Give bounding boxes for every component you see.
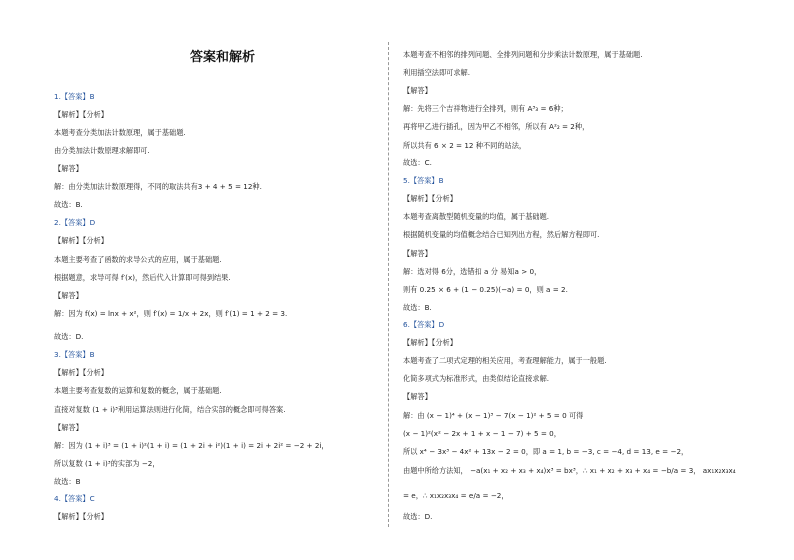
text-line: 根据随机变量的均值概念结合已知列出方程，然后解方程即可. bbox=[403, 230, 600, 239]
text-line: 本题主要考查了函数的求导公式的应用，属于基础题. bbox=[54, 255, 222, 264]
text-line: 所以 x⁴ − 3x³ − 4x² + 13x − 2 = 0，即 a = 1, b = −3, c = −4, d = 13, e = −2， bbox=[403, 447, 689, 456]
answer-line: 2.【答案】D bbox=[54, 218, 96, 227]
column-divider bbox=[388, 42, 389, 527]
text-line: 【解析】【分析】 bbox=[54, 236, 108, 245]
text-line: 解：因为 (1 + i)³ = (1 + i)²(1 + i) = (1 + 2i + i²)(1 + i) = 2i + 2i² = −2 + 2i， bbox=[54, 441, 329, 450]
text-line: 【解析】【分析】 bbox=[403, 194, 457, 203]
text-line: 故选：C. bbox=[403, 158, 432, 167]
text-line: 由题中所给方法知， −a(x₁ + x₂ + x₃ + x₄)x³ = bx³，∴ x₁ + x₂ + x₃ + x₄ = −b/a = 3， ax₁x₂x₃x₄ bbox=[403, 466, 736, 475]
text-line: 【解析】【分析】 bbox=[54, 368, 108, 377]
text-line: 【解答】 bbox=[403, 86, 432, 95]
text-line: 故选：D. bbox=[403, 512, 433, 521]
text-line: 所以共有 6 × 2 = 12 种不同的站法， bbox=[403, 141, 527, 150]
text-line: 故选：B. bbox=[54, 200, 83, 209]
text-line: 解：选对得 6分，选错扣 a 分 易知a > 0， bbox=[403, 267, 542, 276]
text-line: 故选：B bbox=[54, 477, 81, 486]
text-line: 【解析】【分析】 bbox=[54, 512, 108, 521]
text-line: 【解答】 bbox=[54, 164, 83, 173]
answer-line: 1.【答案】B bbox=[54, 92, 95, 101]
text-line: (x − 1)²(x² − 2x + 1 + x − 1 − 7) + 5 = 0， bbox=[403, 429, 561, 438]
text-line: 【解析】【分析】 bbox=[54, 110, 108, 119]
text-line: 故选：D. bbox=[54, 332, 84, 341]
text-line: 【解答】 bbox=[403, 392, 432, 401]
text-line: 再将甲乙进行插孔，因为甲乙不相邻，所以有 A²₂ = 2种， bbox=[403, 122, 590, 131]
text-line: 【解答】 bbox=[54, 423, 83, 432]
text-line: 本题考查离散型随机变量的均值，属于基础题. bbox=[403, 212, 550, 221]
text-line: 解：由分类加法计数原理得，不同的取法共有3 + 4 + 5 = 12种. bbox=[54, 182, 262, 191]
text-line: 本题主要考查复数的运算和复数的概念，属于基础题. bbox=[54, 386, 222, 395]
text-line: 故选：B. bbox=[403, 303, 432, 312]
text-line: 本题考查了二项式定理的相关应用，考查理解能力，属于一般题. bbox=[403, 356, 607, 365]
page-title: 答案和解析 bbox=[190, 50, 256, 65]
answer-line: 3.【答案】B bbox=[54, 350, 95, 359]
answer-line: 5.【答案】B bbox=[403, 176, 444, 185]
text-line: 【解答】 bbox=[54, 291, 83, 300]
text-line: 解：因为 f(x) = lnx + x²，则 f′(x) = 1/x + 2x，则 f′(1) = 1 + 2 = 3. bbox=[54, 309, 288, 318]
text-line: 化简多项式为标准形式，由类似结论直接求解. bbox=[403, 374, 550, 383]
text-line: 直接对复数 (1 + i)³利用运算法则进行化简，结合实部的概念即可得答案. bbox=[54, 405, 286, 414]
text-line: 解：先将三个吉祥物进行全排列，则有 A³₃ = 6种； bbox=[403, 104, 568, 113]
answer-line: 4.【答案】C bbox=[54, 494, 95, 503]
text-line: 则有 0.25 × 6 + (1 − 0.25)(−a) = 0，则 a = 2. bbox=[403, 285, 568, 294]
text-line: 【解答】 bbox=[403, 249, 432, 258]
text-line: = e，∴ x₁x₂x₃x₄ = e/a = −2， bbox=[403, 491, 509, 500]
text-line: 本题考查不相邻的排列问题、全排列问题和分步乘法计数原理，属于基础题. bbox=[403, 50, 643, 59]
answer-line: 6.【答案】D bbox=[403, 320, 445, 329]
text-line: 所以复数 (1 + i)³的实部为 −2， bbox=[54, 459, 160, 468]
text-line: 利用插空法即可求解. bbox=[403, 68, 470, 77]
text-line: 【解析】【分析】 bbox=[403, 338, 457, 347]
text-line: 由分类加法计数原理求解即可. bbox=[54, 146, 150, 155]
text-line: 解：由 (x − 1)⁴ + (x − 1)³ − 7(x − 1)² + 5 = 0 可得 bbox=[403, 411, 584, 420]
text-line: 本题考查分类加法计数原理，属于基础题. bbox=[54, 128, 186, 137]
text-line: 根据题意，求导可得 f′(x)，然后代入计算即可得到结果. bbox=[54, 273, 231, 282]
